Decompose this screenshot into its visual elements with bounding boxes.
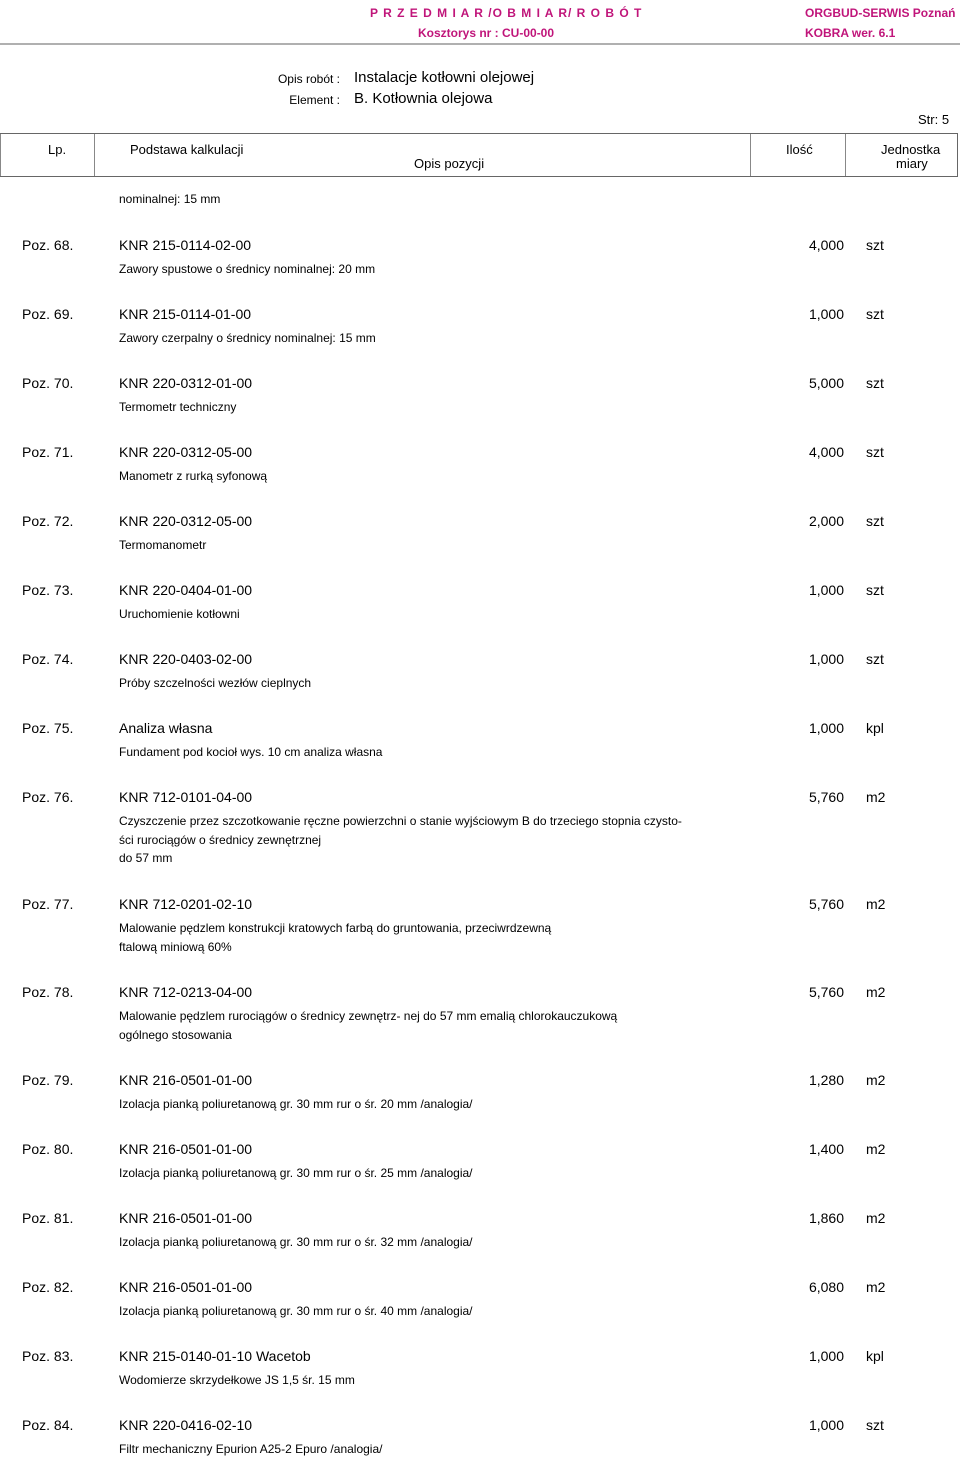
position-unit: kpl (866, 1348, 884, 1364)
position-unit: szt (866, 306, 884, 322)
position-number: Poz. 73. (22, 582, 74, 598)
column-opis: Opis pozycji (414, 156, 485, 171)
position-number: Poz. 81. (22, 1210, 74, 1226)
position-basis: KNR 220-0403-02-00 (119, 651, 253, 667)
position-description (119, 674, 709, 693)
description-line: Izolacja pianką poliuretanową gr. 30 mm rur o śr. 20 mm /analogia/ (119, 1097, 473, 1111)
description-line: Próby szczelności wezłów cieplnych (119, 676, 312, 690)
position-number: Poz. 69. (22, 306, 74, 322)
position-quantity: 1,000 (808, 306, 844, 322)
position-number: Poz. 80. (22, 1141, 74, 1157)
description-line: do 57 mm (119, 851, 173, 865)
position-unit: kpl (866, 720, 884, 736)
position-description (119, 1371, 709, 1390)
position-basis: KNR 220-0312-05-00 (119, 513, 253, 529)
position-basis: KNR 216-0501-01-00 (119, 1210, 253, 1226)
description-line: Malowanie pędzlem konstrukcji kratowych farbą do gruntowania, przeciwrdzewną (119, 921, 552, 935)
position-basis: KNR 712-0213-04-00 (119, 984, 253, 1000)
position-unit: m2 (866, 896, 886, 912)
description-line: Zawory spustowe o średnicy nominalnej: 20 mm (119, 262, 376, 276)
position-description (119, 536, 709, 555)
position-basis: KNR 216-0501-01-00 (119, 1279, 253, 1295)
description-line: Izolacja pianką poliuretanową gr. 30 mm rur o śr. 32 mm /analogia/ (119, 1235, 473, 1249)
description-line: Manometr z rurką syfonową (119, 469, 268, 483)
position-description (119, 1164, 709, 1183)
column-jednostka: Jednostka (881, 142, 941, 157)
position-number: Poz. 72. (22, 513, 74, 529)
position-number: Poz. 77. (22, 896, 74, 912)
position-basis: Analiza własna (119, 720, 213, 736)
column-lp: Lp. (48, 142, 67, 157)
position-quantity: 1,860 (808, 1210, 844, 1226)
position-basis: KNR 712-0101-04-00 (119, 789, 253, 805)
position-description (119, 329, 709, 348)
description-line: Malowanie pędzlem rurociągów o średnicy zewnętrz- nej do 57 mm emalią chlorokauczukową (119, 1009, 618, 1023)
position-number: Poz. 79. (22, 1072, 74, 1088)
description-line: Termometr techniczny (119, 400, 237, 414)
position-unit: szt (866, 513, 884, 529)
opis-robot-value: Instalacje kotłowni olejowej (354, 69, 535, 86)
position-basis: KNR 216-0501-01-00 (119, 1072, 253, 1088)
position-number: Poz. 78. (22, 984, 74, 1000)
column-jednostka-miary: miary (896, 156, 928, 171)
position-quantity: 1,000 (808, 582, 844, 598)
position-quantity: 1,000 (808, 651, 844, 667)
position-unit: szt (866, 651, 884, 667)
position-number: Poz. 84. (22, 1417, 74, 1433)
position-unit: szt (866, 1417, 884, 1433)
position-number: Poz. 74. (22, 651, 74, 667)
description-line: Termomanometr (119, 538, 207, 552)
position-quantity: 1,280 (808, 1072, 844, 1088)
position-description (119, 1095, 709, 1114)
position-quantity: 4,000 (808, 237, 844, 253)
position-basis: KNR 215-0140-01-10 Wacetob (119, 1348, 311, 1364)
position-description (119, 743, 709, 762)
position-quantity: 1,000 (808, 720, 844, 736)
continuation-text: nominalnej: 15 mm (119, 192, 221, 206)
position-quantity: 5,760 (808, 896, 844, 912)
position-quantity: 1,000 (808, 1348, 844, 1364)
position-basis: KNR 220-0312-01-00 (119, 375, 253, 391)
position-description (119, 812, 709, 868)
element-label: Element : (289, 93, 340, 107)
position-unit: szt (866, 375, 884, 391)
position-quantity: 1,000 (808, 1417, 844, 1433)
page-number: Str: 5 (918, 112, 950, 127)
description-line: Zawory czerpalny o średnicy nominalnej: 15 mm (119, 331, 376, 345)
position-number: Poz. 82. (22, 1279, 74, 1295)
position-quantity: 1,400 (808, 1141, 844, 1157)
position-basis: KNR 712-0201-02-10 (119, 896, 253, 912)
position-unit: m2 (866, 984, 886, 1000)
position-unit: szt (866, 582, 884, 598)
document-title: P R Z E D M I A R /O B M I A R/ R O B Ó T (370, 6, 643, 20)
position-basis: KNR 215-0114-02-00 (119, 237, 252, 253)
header-divider (0, 43, 960, 45)
position-basis: KNR 220-0312-05-00 (119, 444, 253, 460)
column-ilosc: Ilość (786, 142, 813, 157)
position-basis: KNR 216-0501-01-00 (119, 1141, 253, 1157)
position-quantity: 6,080 (808, 1279, 844, 1295)
position-number: Poz. 83. (22, 1348, 74, 1364)
description-line: ogólnego stosowania (119, 1027, 232, 1042)
position-unit: m2 (866, 1141, 886, 1157)
position-description (119, 260, 709, 279)
position-number: Poz. 70. (22, 375, 74, 391)
position-unit: m2 (866, 1279, 886, 1295)
element-value: B. Kotłownia olejowa (354, 90, 493, 107)
kosztorys-number: Kosztorys nr : CU-00-00 (418, 26, 555, 40)
description-line: Izolacja pianką poliuretanową gr. 30 mm rur o śr. 40 mm /analogia/ (119, 1304, 473, 1318)
position-quantity: 5,000 (808, 375, 844, 391)
position-number: Poz. 76. (22, 789, 74, 805)
column-header (0, 133, 958, 177)
position-unit: m2 (866, 1072, 886, 1088)
position-quantity: 4,000 (808, 444, 844, 460)
position-description (119, 1007, 709, 1044)
description-line: Izolacja pianką poliuretanową gr. 30 mm rur o śr. 25 mm /analogia/ (119, 1166, 473, 1180)
position-basis: KNR 220-0416-02-10 (119, 1417, 253, 1433)
software-version: KOBRA wer. 6.1 (805, 26, 896, 40)
position-description (119, 467, 709, 486)
description-line: ftalową miniową 60% (119, 939, 232, 954)
position-description (119, 919, 709, 956)
position-description (119, 1302, 709, 1321)
description-line: Wodomierze skrzydełkowe JS 1,5 śr. 15 mm (119, 1373, 355, 1387)
position-description (119, 1233, 709, 1252)
position-number: Poz. 68. (22, 237, 74, 253)
position-basis: KNR 215-0114-01-00 (119, 306, 252, 322)
position-quantity: 5,760 (808, 984, 844, 1000)
position-basis: KNR 220-0404-01-00 (119, 582, 253, 598)
position-number: Poz. 71. (22, 444, 74, 460)
description-line: Uruchomienie kotłowni (119, 607, 240, 621)
description-line: Czyszczenie przez szczotkowanie ręczne powierzchni o stanie wyjściowym B do trzeciego stopnia czysto- (119, 814, 682, 828)
position-unit: m2 (866, 1210, 886, 1226)
position-quantity: 5,760 (808, 789, 844, 805)
position-description (119, 1440, 709, 1459)
column-podstawa: Podstawa kalkulacji (130, 142, 244, 157)
position-description (119, 605, 709, 624)
description-line: Filtr mechaniczny Epurion A25-2 Epuro /analogia/ (119, 1442, 383, 1456)
company-name: ORGBUD-SERWIS Poznań (805, 6, 956, 20)
position-unit: szt (866, 237, 884, 253)
description-line: ści rurociągów o średnicy zewnętrznej (119, 832, 322, 847)
description-line: Fundament pod kocioł wys. 10 cm analiza własna (119, 745, 383, 759)
position-number: Poz. 75. (22, 720, 74, 736)
position-unit: szt (866, 444, 884, 460)
position-description (119, 398, 709, 417)
position-quantity: 2,000 (808, 513, 844, 529)
opis-robot-label: Opis robót : (277, 72, 340, 86)
position-unit: m2 (866, 789, 886, 805)
